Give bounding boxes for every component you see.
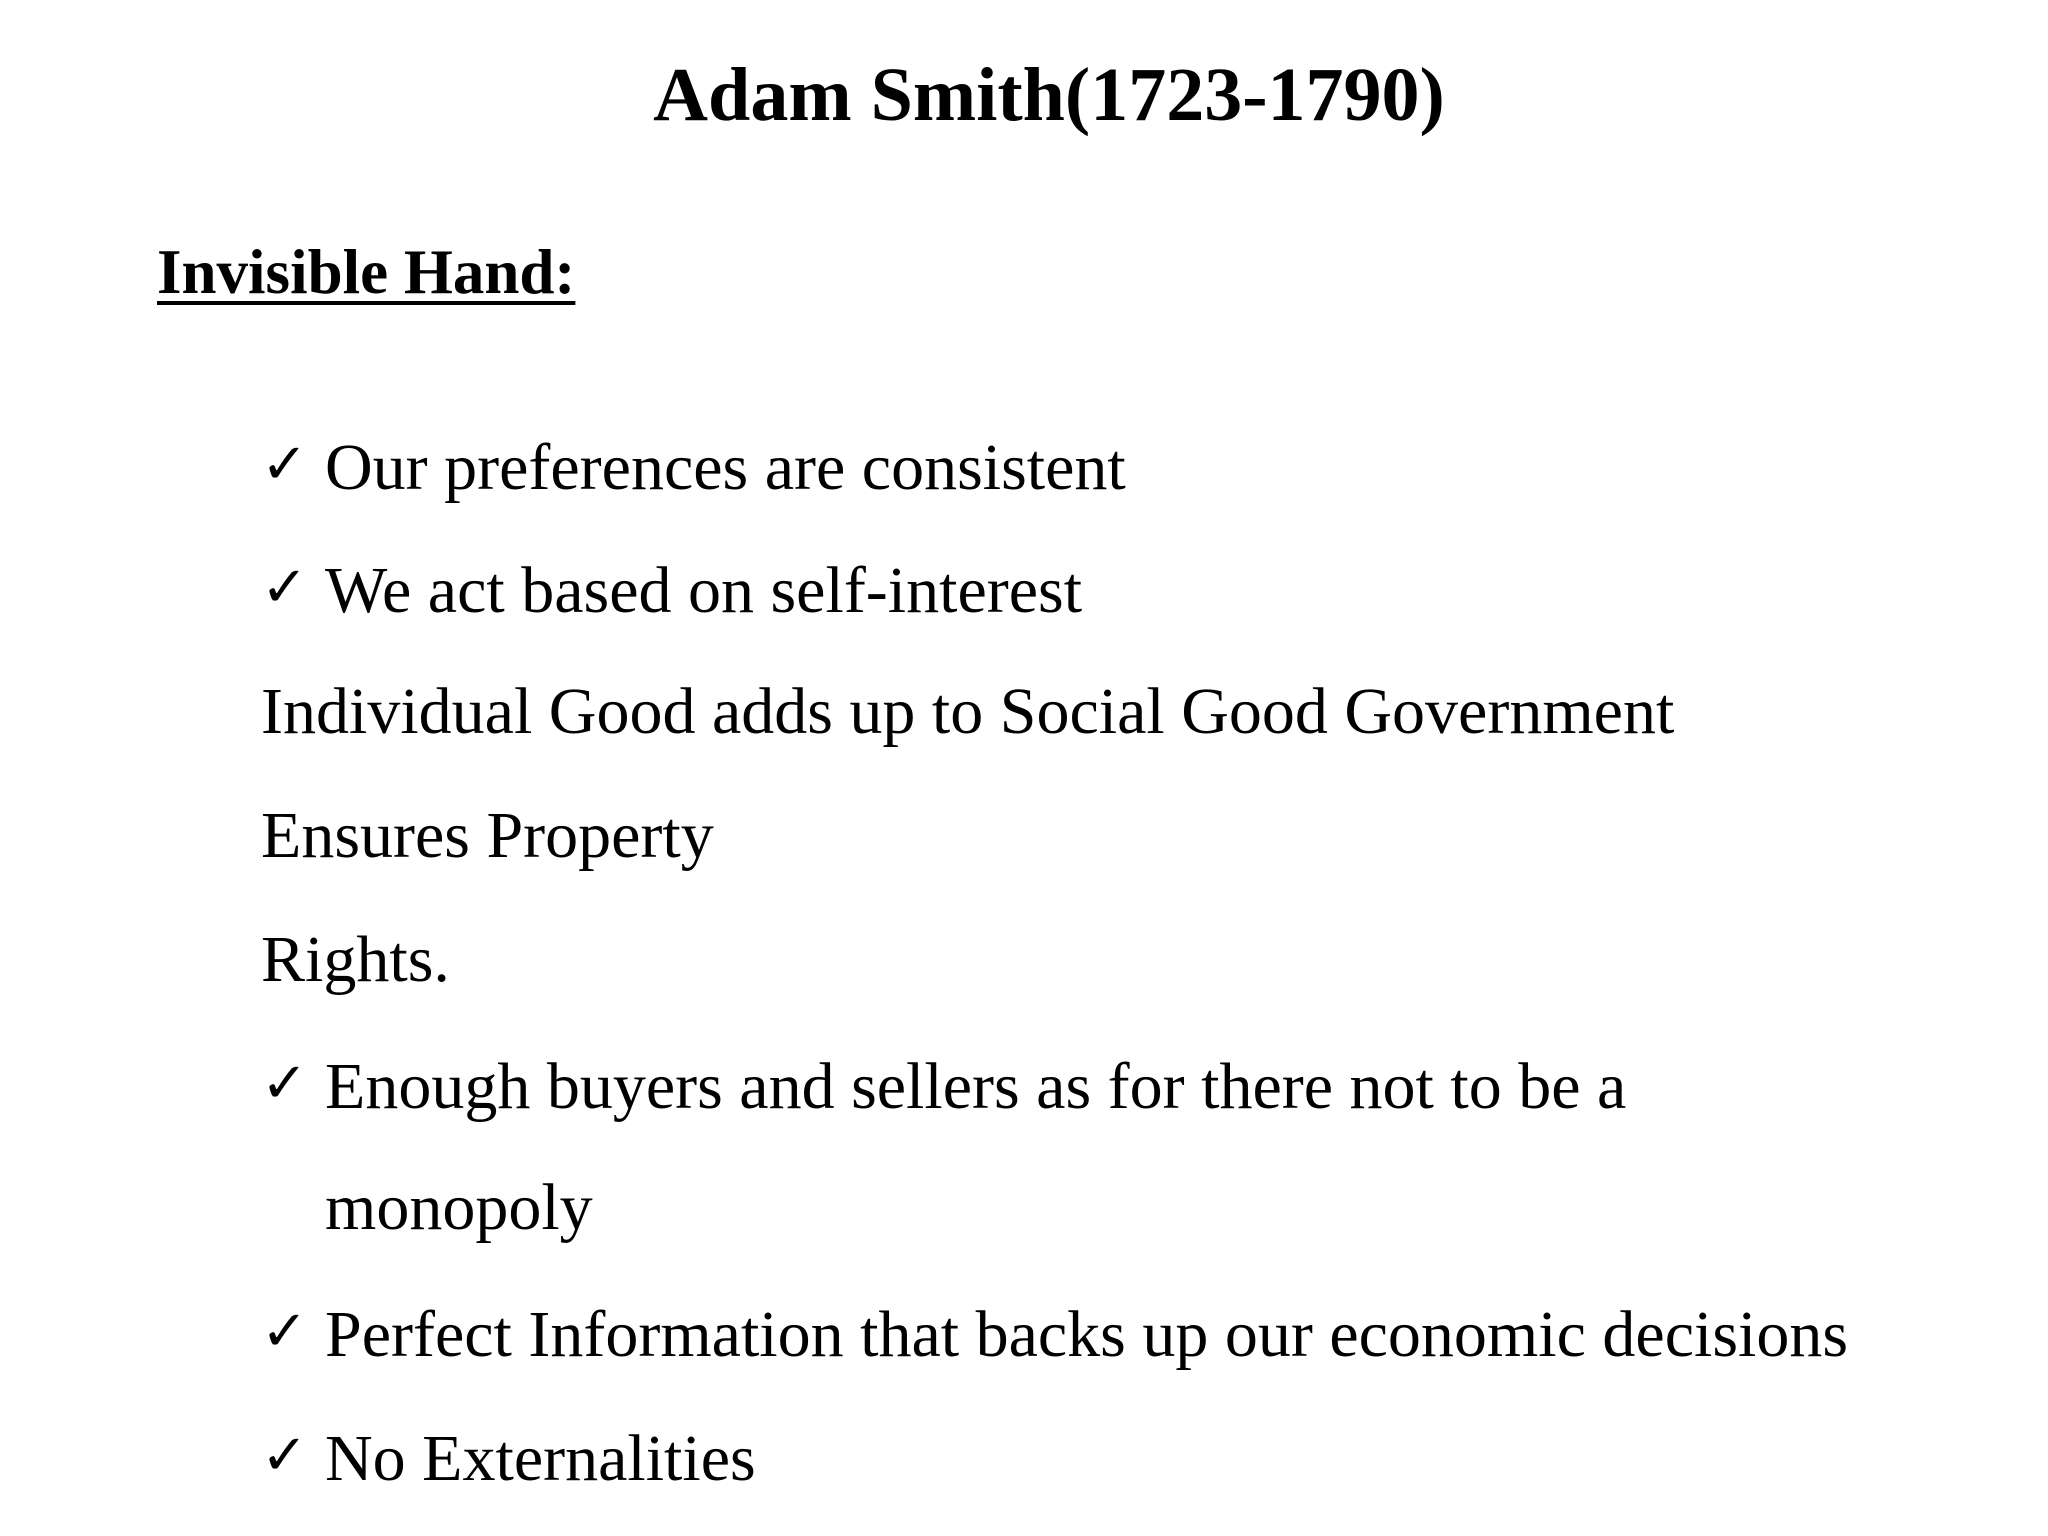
check-icon: ✓ — [261, 555, 308, 620]
section-heading: Invisible Hand: — [157, 237, 576, 307]
list-item — [261, 425, 1126, 508]
page-title: Adam Smith(1723-1790) — [653, 53, 1445, 137]
list-item-text: No Externalities — [325, 1422, 756, 1495]
check-icon: ✓ — [261, 1423, 308, 1488]
list-item — [261, 1292, 1848, 1375]
list-item-text: Our preferences are consistent — [325, 431, 1126, 504]
list-item-text: We act based on self-interest — [325, 554, 1083, 627]
list-item-text: Enough buyers and sellers as for there not to be a — [325, 1050, 1627, 1123]
list-item — [261, 548, 1082, 631]
check-icon: ✓ — [261, 432, 308, 497]
list-item-text: Perfect Information that backs up our economic decisions — [325, 1298, 1849, 1371]
list-item-continuation: monopoly — [325, 1171, 593, 1244]
check-icon: ✓ — [261, 1051, 308, 1116]
list-item — [261, 1044, 1626, 1127]
check-icon: ✓ — [261, 1299, 308, 1364]
list-item — [261, 1416, 756, 1499]
body-text-line: Ensures Property — [261, 799, 714, 872]
body-text-line: Rights. — [261, 923, 450, 996]
body-text-line: Individual Good adds up to Social Good Government — [261, 675, 1675, 748]
